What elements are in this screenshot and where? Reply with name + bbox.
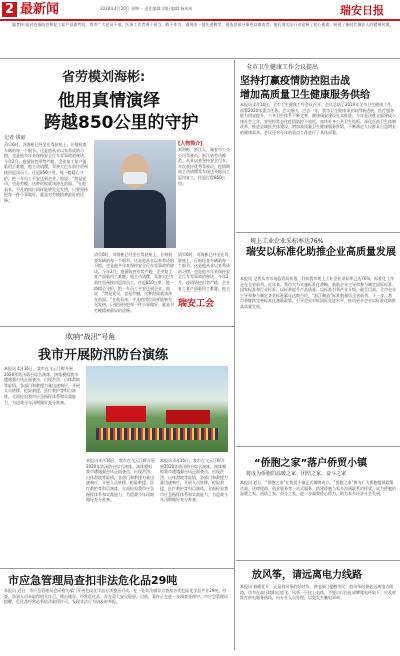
story-headline: “侨胞之家”落户侨贸小镇: [254, 458, 368, 469]
industry-story: [238, 234, 398, 444]
chemicals-body: 本报讯 近日，市应急管理局会同相关部门开展危险化学品专项整治行动，在一处非法储存点查扣各类危险化学品共计29吨。经查，涉事人员未取得相关许可，擅自储存、经营危化品，存在重大安全隐患。目前，案件正在进一步调查处理中。市应急管理局提醒，危化品经营必须依法取得许可，发现非法行为请及时举报。: [4, 588, 228, 605]
story-kicker: 省劳模刘海彬:: [62, 70, 146, 85]
divider: [0, 568, 234, 569]
masthead: [0, 0, 400, 20]
divider: [0, 58, 400, 59]
driver-body-col1: 清早6时，刘海彬已经坐在驾驶座上，仔细检查车辆的每一个细节。这是他从业以来养成的习惯，也是他多年来保持安全行车零事故的秘诀。今年2月，疫情防控形势严峻，企业复工复产面临用工难题，他主动请缨，驾驶大巴车前往贵州接回返岗员工。往返850公里，他一路精心守护，把一车员工平安送到企业。他说：“我是党员，也是劳模，这种时候就该冲在前面。”在他看来，平凡的岗位同样能够发光发热，只要坚持把每一件小事做好，就是对劳模精神最好的诠释。: [4, 142, 88, 203]
drill-photo: [86, 366, 228, 452]
dateline: 2020年4月20日 星期一 责任编辑:刘阳 编辑:杨成成: [100, 6, 193, 11]
story-headline: 他用真情演绎: [58, 91, 160, 111]
driver-body-col2: 清早6时，刘海彬已经坐在驾驶座上，仔细检查车辆的每一个细节。这是他从业以来养成的习惯，也是他多年来保持安全行车零事故的秘诀。今年2月，疫情防控形势严峻，企业复工复产面临用工难题，他主动请缨，驾驶大巴车前往贵州接回返岗员工。往返850公里，他一路精心守护，把一车员工平安送到企业。他说：“我是党员，也是劳模，这种时候就该冲在前面。”在他看来，平凡的岗位同样能够发光发热，只要坚持把每一件小事做好，就是对劳模精神最好的诠释。: [94, 252, 174, 313]
story-headline: 瑞安以标准化助推企业高质量发展: [246, 247, 396, 258]
page-number-badge: 2: [2, 2, 17, 17]
byline: 记者 钱丽: [4, 135, 26, 141]
driver-story: [2, 62, 232, 324]
red-tent: [166, 410, 210, 424]
drill-story: [2, 330, 232, 566]
drill-body-col1: 本报讯 4月16日，我市在飞云江畔开展2020年防汛防台综合演练。演练模拟我市遭遇强台风正面袭击，出现洪涝、山体滑坡等险情，各部门和救援力量迅速响应，开展人员转移、抢险救援、医疗救护等科目演练，全面检验我市应急指挥体系和实战能力，为迎战今年汛期做好充分准备。: [4, 366, 80, 405]
overseas-body: 本报讯 近日，“侨胞之家”在侨贸小镇正式揭牌成立。“侨胞之家”将为广大侨胞提供政策咨询、法律援助、创业服务等一站式服务，搭建侨胞与家乡沟通联系的桥梁，成为侨胞的温暖之家、团结之家、奋斗之家，进一步凝聚侨心侨力，助力家乡经济社会发展。: [240, 480, 396, 497]
masthead-rule: [0, 19, 400, 21]
caption-box: [178, 140, 230, 248]
overseas-story: [238, 448, 398, 558]
epidemic-story: [238, 60, 398, 230]
person-mask: [123, 172, 147, 184]
chemicals-story: [2, 570, 232, 654]
drill-body-col3: 本报讯 4月16日，我市在飞云江畔开展2020年防汛防台综合演练。演练模拟我市遭遇强台风正面袭击，出现洪涝、山体滑坡等险情，各部门和救援力量迅速响应，开展人员转移、抢险救援、医疗救护等科目演练，全面检验我市应急指挥体系和实战能力，为迎战今年汛期做好充分准备。: [160, 458, 228, 503]
union-logo: 瑞安工会: [178, 299, 215, 309]
story-kicker: 吹响“战汛”号角: [66, 333, 116, 341]
industry-body: 本报讯 记者从市市场监管局获悉，目前我市规上工业企业采标率已达76%，标准化工作走在全省前列。近年来，我市大力实施标准化战略，鼓励企业主导和参与制定国际标准、国家标准和行业标准，以标准提升产品质量，以标准引领产业升级。截至目前，全市企业主导和参与制定各类标准累计达数百项，“浙江制造”标准数量居全省前列。下一步，我市将继续完善标准化激励政策，引导企业对标国际先进水平，推动更多企业以标准化助推高质量发展。: [240, 276, 396, 309]
power-story: [238, 562, 398, 654]
story-headline: 放风筝，请远离电力线路: [252, 570, 362, 581]
divider: [236, 560, 400, 561]
paper-name: 瑞安日报: [340, 4, 384, 17]
caption-title: [人物简介]: [178, 141, 203, 147]
divider: [0, 326, 234, 327]
story-subhead: 将成为侨胞的温暖之家、团结之家、奋斗之家: [246, 471, 347, 477]
col-divider: [234, 60, 235, 650]
caption-body: 刘海彬，浙江人，瑞安市公交公司驾驶员，浙江省劳动模范。从业以来坚持安全行车，多次获评优秀驾驶员，疫情期间主动请缨驾车接送外地员工返岗复工，往返行程850公里。: [178, 147, 230, 186]
story-headline: 坚持打赢疫情防控阻击战: [240, 76, 350, 87]
story-headline: 我市开展防汛防台演练: [38, 348, 169, 363]
drill-body-col2: 本报讯 4月16日，我市在飞云江畔开展2020年防汛防台综合演练。演练模拟我市遭遇强台风正面袭击，出现洪涝、山体滑坡等险情，各部门和救援力量迅速响应，开展人员转移、抢险救援、医疗救护等科目演练，全面检验我市应急指挥体系和实战能力，为迎战今年汛期做好充分准备。: [86, 458, 155, 503]
driver-body-col3: 清早6时，刘海彬已经坐在驾驶座上，仔细检查车辆的每一个细节。这是他从业以来养成的习惯，也是他多年来保持安全行车零事故的秘诀。今年2月，疫情防控形势严峻，企业复工复产面临用工难题，他主: [178, 252, 230, 291]
crowd: [96, 428, 218, 440]
editor-note-text: 编者按:面对疫情防控和复工复产双重考验，我市广大党员干部、医务工作者勇于担当、敢于作为，涌现出一批先进典型，现选登部分事迹以飨读者。他们用实际行动诠释了初心使命，展现了新时代瑞安人的精神风貌。: [12, 22, 394, 27]
portrait-photo: [94, 140, 176, 248]
divider: [236, 232, 400, 233]
story-headline-2: 增加高质量卫生健康服务供给: [240, 90, 370, 101]
story-kicker: 规上工业企业采标率达76%: [250, 238, 324, 245]
divider: [236, 446, 400, 447]
editor-note: [4, 22, 396, 56]
section-title: 最新闻: [20, 2, 60, 17]
story-kicker: 全市卫生健康工作会议提出: [246, 64, 319, 71]
power-body: 本报讯 春暖花开，正是放风筝的好时节。供电部门提醒市民，放风筝时务必远离电力线路，切勿在高压线附近放飞。风筝一旦挂上电线，不要自行拉扯或攀爬电杆取下，应及时拨打供电服务热线，由专业人员处理，以免发生触电事故。: [240, 584, 396, 601]
story-headline: 市应急管理局查扣非法危化品29吨: [8, 574, 178, 587]
epidemic-body: 本报讯 4月14日，全市卫生健康工作会议召开。会议总结了2019年全市卫生健康工作，部署2020年重点任务。会议指出，过去一年，我市卫生健康事业取得新进展，医疗服务能力明显提升，公共卫生体系不断完善，健康瑞安建设扎实推进。今年是决胜全面建成小康社会之年，要坚持常态化疫情防控不放松，加快补齐公共卫生短板，深化医药卫生体制改革，推进县域医共体建设，增加高质量卫生健康服务供给，不断满足人民群众日益增长的健康需求。会议还对今年的重点工作进行了具体部署。: [240, 102, 396, 135]
red-tent: [106, 406, 146, 422]
story-headline-2: 跨越850公里的守护: [44, 113, 199, 133]
person-body: [104, 190, 166, 248]
